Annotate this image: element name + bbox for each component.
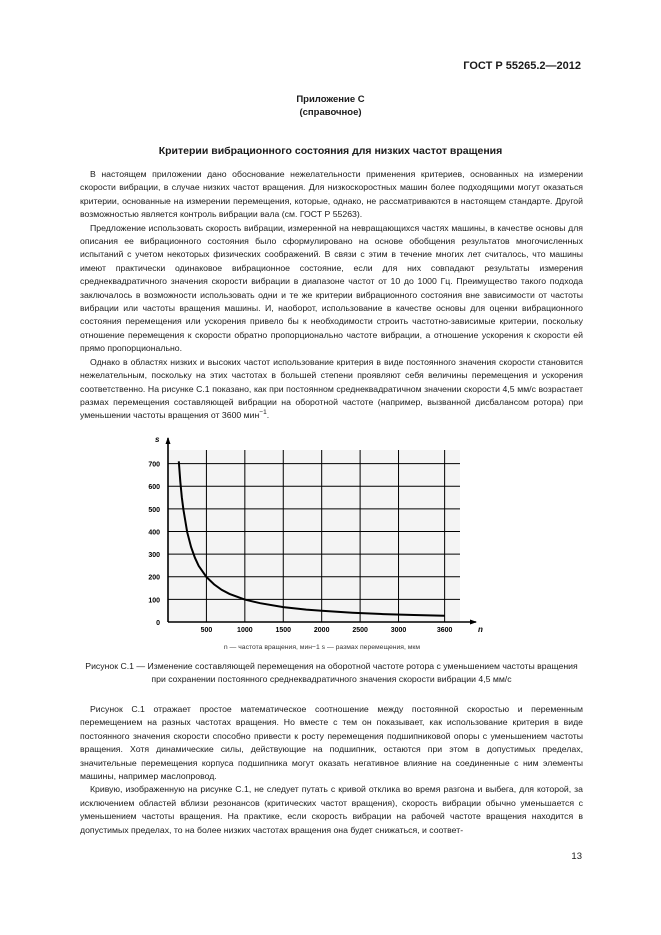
y-tick-label: 300 xyxy=(148,552,160,560)
paragraph-5: Кривую, изображенную на рисунке С.1, не следует путать с кривой отклика во время разгона и выбега, для которой, за исключением областей вблизи резонансов (критических частот вращения), скорость вибрации обычно уменьшается с уменьшением частоты вращения. На практике, если скорость вибрации на рабочей частоте вращения находится в допустимых пределах, то на более низких частотах вращения она будет снижаться, и соответ- xyxy=(80,784,583,835)
text-block-bottom xyxy=(80,703,583,837)
y-tick-label: 100 xyxy=(148,597,160,605)
document-code: ГОСТ Р 55265.2—2012 xyxy=(463,60,581,72)
x-tick-label: 500 xyxy=(200,627,213,634)
x-axis-arrow xyxy=(470,620,477,625)
page-number: 13 xyxy=(571,851,582,862)
paragraph-3-text: Однако в областях низких и высоких частот использование критерия в виде постоянного значения скорости становится нежелательным, поскольку на этих частотах в большей степени проявляют себя величины перемещения и ускорения соответственно. На рисунке С.1 показано, как при постоянном среднеквадратичном значении скорости 4,5 мм/с возрастает размах перемещения составляющей вибрации на оборотной частоте (например, вызванной дисбалансом ротора) при уменьшении частоты вращения от 3600 мин xyxy=(80,356,583,421)
y-tick-label: 600 xyxy=(148,484,160,492)
x-tick-label: 1000 xyxy=(237,627,253,634)
paragraph-4: Рисунок С.1 отражает простое математическое соотношение между постоянной скоростью и переменным перемещением на разных частотах вращения. Но вместе с тем он показывает, как использование критерия в виде постоянного значения скорости способно привести к росту перемещения подшипниковой опоры с уменьшением частоты вращения. Хотя динамические силы, действующие на подшипник, остаются при этом в допустимых пределах, значительные перемещения корпуса подшипника могут оказать негативное влияние на соединенные с ним элементы машины, например маслопровод. xyxy=(80,704,583,782)
y-tick-label: 400 xyxy=(148,529,160,537)
y-tick-label: 500 xyxy=(148,506,160,514)
y-tick-label: 200 xyxy=(148,574,160,582)
annex-note: (справочное) xyxy=(299,107,362,118)
paragraph-3-tail: . xyxy=(266,410,270,421)
paragraph-1: В настоящем приложении дано обоснование нежелательности применения критериев, основанных на измерении скорости вибрации, в случае низких частот вращения. Для низкоскоростных машин более подходящими могут оказаться критерии, основанные на измерении перемещения, которые, однако, не рассматриваются в настоящем стандарте. Другой возможностью является контроль вибрации вала (см. ГОСТ Р 55263). xyxy=(80,169,583,220)
x-tick-label: 1500 xyxy=(275,627,292,634)
figure-caption: Рисунок С.1 — Изменение составляющей перемещения на оборотной частоте ротора с уменьшением частоты вращения при сохранении постоянного среднеквадратичного значения скорости вибрации 4,5 мм/с xyxy=(85,661,578,685)
paragraph-3 xyxy=(80,356,583,423)
y-tick-label: 0 xyxy=(156,620,160,627)
annex-heading xyxy=(0,93,661,119)
annex-title: Приложение С xyxy=(296,94,365,105)
chart-legend: n — частота вращения, мин−1 s — размах перемещения, мкм xyxy=(223,644,421,651)
plot-area xyxy=(168,450,460,622)
x-tick-label: 3600 xyxy=(436,627,453,634)
x-tick-label: 2500 xyxy=(352,627,368,634)
x-tick-label: 2000 xyxy=(313,627,330,634)
x-tick-label: 3000 xyxy=(390,627,407,634)
page-title: Критерии вибрационного состояния для низких частот вращения xyxy=(158,145,503,157)
x-axis-symbol: n xyxy=(478,625,483,634)
figure-c1-chart xyxy=(120,420,520,652)
unit-superscript: −1 xyxy=(259,409,267,417)
y-axis-symbol: s xyxy=(155,435,160,444)
text-block-top xyxy=(80,168,583,423)
y-axis-arrow xyxy=(166,437,171,444)
y-tick-label: 700 xyxy=(148,461,160,469)
paragraph-2: Предложение использовать скорость вибрации, измеренной на невращающихся частях машины, в качестве основы для описания ее вибрационного состояния было сформулировано на основе обобщения результатов многочисленных испытаний с учетом некоторых физических соображений. В связи с этим в течение многих лет считалось, что машины имеют практически одинаковое вибрационное состояние, если для них совпадают результаты измерения среднеквадратичного значения скорости вибрации в диапазоне частот от 10 до 1000 Гц. Преимущество такого подхода заключалось в возможности использовать одни и те же критерии вибрационного состояния вне зависимости от частоты вибрации или частоты вращения машины. И, наоборот, использование в качестве основы для оценки вибрационного состояния перемещения или ускорения привело бы к необходимости строить частотно-зависимые критерии, поскольку отношение перемещения к скорости обратно пропорционально частоте вибрации, а отношение ускорения к скорости ей прямо пропорционально. xyxy=(80,222,583,354)
